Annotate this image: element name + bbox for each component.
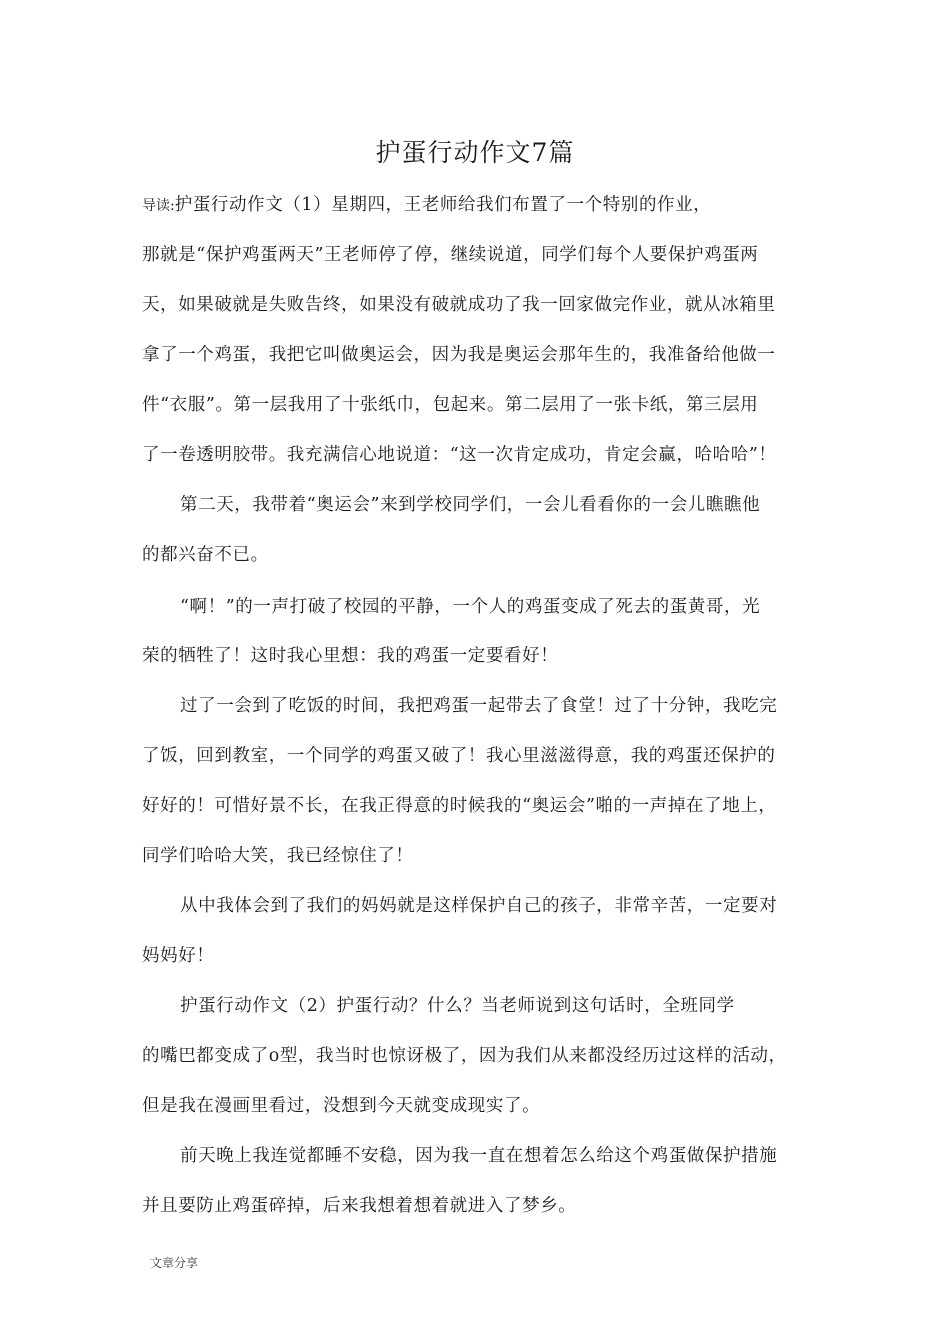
document-title: 护蛋行动作文7篇 [375,138,575,167]
paragraph-line: 护蛋行动作文（2）护蛋行动？什么？当老师说到这句话时，全班同学 [180,996,735,1016]
paragraph-line: 好好的！可惜好景不长，在我正得意的时候我的“奥运会”啪的一声掉在了地上， [142,796,777,816]
paragraph-line: 了一卷透明胶带。我充满信心地说道：“这一次肯定成功，肯定会赢，哈哈哈”！ [142,445,777,465]
paragraph-line: 拿了一个鸡蛋，我把它叫做奥运会，因为我是奥运会那年生的，我准备给他做一 [142,345,776,365]
paragraph-line: 天，如果破就是失败告终，如果没有破就成功了我一回家做完作业，就从冰箱里 [142,295,776,315]
paragraph-line: 荣的牺牲了！这时我心里想：我的鸡蛋一定要看好！ [142,646,559,666]
paragraph-line: 的嘴巴都变成了o型，我当时也惊讶极了，因为我们从来都没经历过这样的活动， [142,1046,787,1066]
paragraph-line: 但是我在漫画里看过，没想到今天就变成现实了。 [142,1096,541,1116]
footer-note: 文章分享 [150,1256,199,1270]
paragraph-line: 从中我体会到了我们的妈妈就是这样保护自己的孩子，非常辛苦，一定要对 [180,896,778,916]
lead-label: 导读: [142,198,175,214]
paragraph-line [142,193,711,218]
paragraph-line: 并且要防止鸡蛋碎掉，后来我想着想着就进入了梦乡。 [142,1196,577,1216]
paragraph-line: 件“衣服”。第一层我用了十张纸巾，包起来。第二层用了一张卡纸，第三层用 [142,395,759,415]
paragraph-line: 的都兴奋不已。 [142,545,269,565]
paragraph-line: 第二天，我带着“奥运会”来到学校同学们，一会儿看看你的一会儿瞧瞧他 [180,495,761,515]
paragraph-line: 同学们哈哈大笑，我已经惊住了！ [142,846,414,866]
paragraph-line: 了饭，回到教室，一个同学的鸡蛋又破了！我心里滋滋得意，我的鸡蛋还保护的 [142,746,776,766]
paragraph-line: 过了一会到了吃饭的时间，我把鸡蛋一起带去了食堂！过了十分钟，我吃完 [180,696,778,716]
paragraph-line: “啊！”的一声打破了校园的平静，一个人的鸡蛋变成了死去的蛋黄哥，光 [180,597,761,617]
paragraph-line: 前天晚上我连觉都睡不安稳，因为我一直在想着怎么给这个鸡蛋做保护措施 [180,1146,778,1166]
paragraph-line: 妈妈好！ [142,946,215,966]
paragraph-line: 那就是“保护鸡蛋两天”王老师停了停，继续说道，同学们每个人要保护鸡蛋两 [142,245,759,265]
paragraph-line-text: 护蛋行动作文（1）星期四，王老师给我们布置了一个特别的作业， [174,195,712,215]
